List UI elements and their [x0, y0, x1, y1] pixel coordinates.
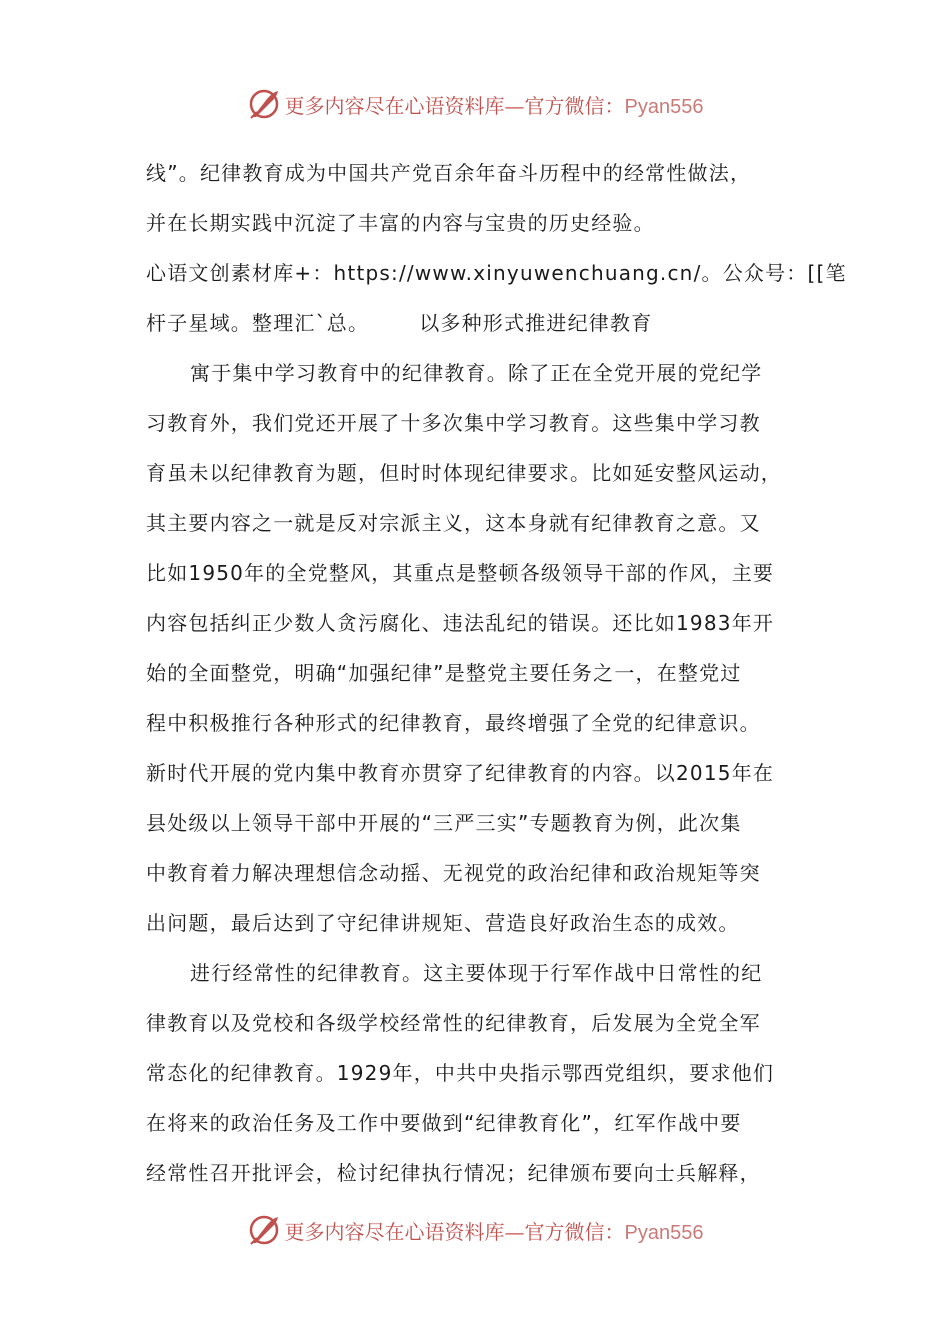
text-line: 新时代开展的党内集中教育亦贯穿了纪律教育的内容。以2015年在 — [146, 761, 775, 785]
banner-text: 更多内容尽在心语资料库—官方微信：Pyan556 — [284, 1219, 704, 1244]
paragraph-start: 进行经常性的纪律教育。这主要体现于行军作战中日常性的纪 — [190, 961, 763, 985]
text-line: 育虽未以纪律教育为题，但时时体现纪律要求。比如延安整风运动， — [146, 461, 782, 485]
text-line: 县处级以上领导干部中开展的“三严三实”专题教育为例，此次集 — [146, 811, 742, 835]
section-heading: 以多种形式推进纪律教育 — [419, 311, 653, 335]
text-line: 其主要内容之一就是反对宗派主义，这本身就有纪律教育之意。又 — [146, 511, 761, 535]
text-line: 常态化的纪律教育。1929年，中共中央指示鄂西党组织，要求他们 — [146, 1061, 775, 1085]
wechat-id: Pyan556 — [624, 1221, 704, 1244]
text-line: 线”。纪律教育成为中国共产党百余年奋斗历程中的经常性做法， — [146, 161, 752, 185]
quill-logo-icon — [247, 1213, 281, 1247]
text-line: 比如1950年的全党整风，其重点是整顿各级领导干部的作风，主要 — [146, 561, 775, 585]
wechat-id: Pyan556 — [624, 95, 704, 118]
paragraph-start: 寓于集中学习教育中的纪律教育。除了正在全党开展的党纪学 — [190, 361, 763, 385]
text-line: 出问题，最后达到了守纪律讲规矩、营造良好政治生态的成效。 — [146, 911, 740, 935]
text-line: 杆子星域。整理汇`总。 — [146, 311, 370, 335]
text-line: 程中积极推行各种形式的纪律教育，最终增强了全党的纪律意识。 — [146, 711, 761, 735]
text-line: 内容包括纠正少数人贪污腐化、违法乱纪的错误。还比如1983年开 — [146, 611, 775, 635]
text-line: 中教育着力解决理想信念动摇、无视党的政治纪律和政治规矩等突 — [146, 861, 761, 885]
document-body — [146, 148, 847, 1198]
text-line: 并在长期实践中沉淀了丰富的内容与宝贵的历史经验。 — [146, 211, 655, 235]
text-line: 心语文创素材库+：https://www.xinyuwenchuang.cn/。公众号：[[笔 — [146, 261, 847, 285]
text-line: 始的全面整党，明确“加强纪律”是整党主要任务之一，在整党过 — [146, 661, 742, 685]
text-line-with-heading — [146, 298, 818, 348]
footer-watermark-banner — [0, 1210, 950, 1250]
quill-logo-icon — [247, 87, 281, 121]
banner-text: 更多内容尽在心语资料库—官方微信：Pyan556 — [284, 93, 704, 118]
text-line: 律教育以及党校和各级学校经常性的纪律教育，后发展为全党全军 — [146, 1011, 761, 1035]
text-line: 习教育外，我们党还开展了十多次集中学习教育。这些集中学习教 — [146, 411, 761, 435]
header-watermark-banner — [0, 84, 950, 124]
text-line: 经常性召开批评会，检讨纪律执行情况；纪律颁布要向士兵解释， — [146, 1161, 761, 1185]
text-line: 在将来的政治任务及工作中要做到“纪律教育化”，红军作战中要 — [146, 1111, 742, 1135]
